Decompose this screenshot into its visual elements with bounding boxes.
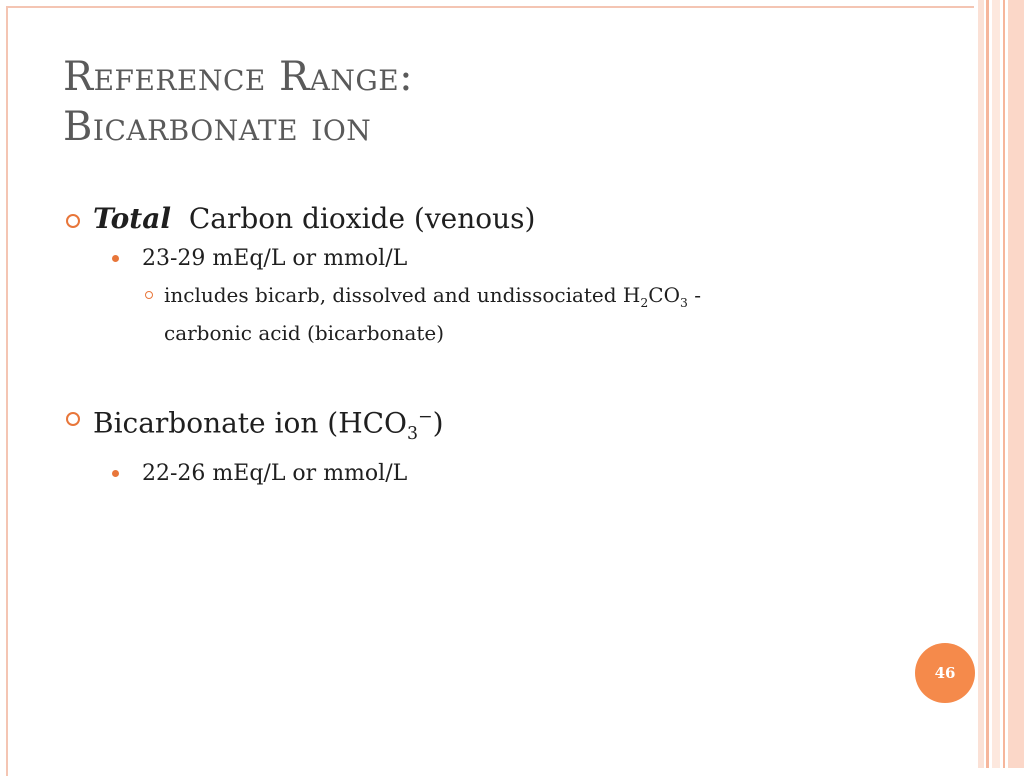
decor-stripe [1008, 0, 1024, 768]
h-subscript: 2 [640, 295, 649, 310]
co-text: CO [648, 283, 680, 307]
total-emphasis: Total [93, 202, 172, 235]
bicarb-close: ) [432, 406, 444, 440]
small-hollow-circle-bullet-icon [145, 291, 153, 299]
bullet-total-range [66, 244, 826, 274]
title-line-1: Reference Range: [63, 54, 414, 100]
decor-stripe [992, 0, 1000, 768]
total-co2-label: Carbon dioxide (venous) [188, 202, 536, 235]
co-subscript: 3 [679, 295, 688, 310]
bullet-includes [66, 280, 826, 348]
bicarb-range-text: 22-26 mEq/L or mmol/L [142, 460, 408, 486]
decor-stripe [1003, 0, 1005, 768]
bicarb-text: Bicarbonate ion (HCO [93, 406, 407, 440]
bullet-bicarbonate-ion [66, 398, 826, 453]
bicarb-subscript: 3 [407, 423, 419, 444]
includes-text: includes bicarb, dissolved and undissociated H [164, 283, 641, 307]
bullet-total-co2 [66, 200, 826, 238]
total-range-text: 23-29 mEq/L or mmol/L [142, 246, 408, 271]
slide-content [66, 200, 826, 489]
dash-text: - [687, 283, 701, 307]
hollow-circle-bullet-icon [66, 412, 80, 426]
decor-stripe [986, 0, 989, 768]
hollow-circle-bullet-icon [66, 214, 80, 228]
bullet-bicarb-range [66, 459, 826, 489]
carbonic-acid-text: carbonic acid (bicarbonate) [164, 321, 445, 345]
bicarb-superscript: − [418, 407, 433, 427]
page-number: 46 [934, 664, 956, 682]
spacer [66, 348, 826, 398]
page-number-badge [915, 643, 975, 703]
title-line-2: Bicarbonate ion [63, 104, 372, 150]
decor-stripe [978, 0, 984, 768]
filled-dot-bullet-icon [112, 470, 119, 477]
filled-dot-bullet-icon [112, 255, 119, 262]
slide-title [63, 52, 413, 152]
